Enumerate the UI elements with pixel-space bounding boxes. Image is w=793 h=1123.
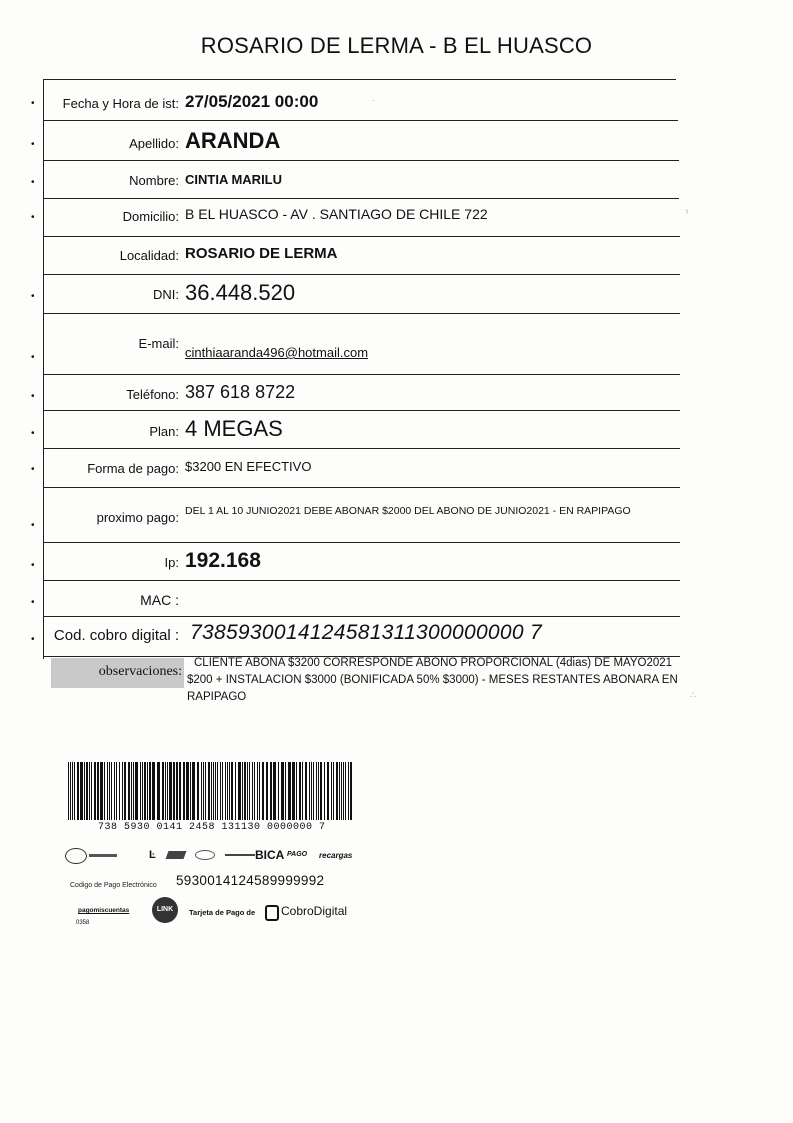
document-title: ROSARIO DE LERMA - B EL HUASCO <box>200 33 593 58</box>
barcode-bar <box>94 762 96 820</box>
barcode-bar <box>149 762 151 820</box>
row-divider <box>43 274 680 275</box>
fecha-value: 27/05/2021 00:00 <box>185 92 319 111</box>
barcode-bar <box>104 762 105 820</box>
plan-label: Plan: <box>149 424 179 439</box>
barcode-bar <box>86 762 88 820</box>
email-value[interactable]: cinthiaaranda496@hotmail.com <box>185 345 369 360</box>
barcode-bar <box>179 762 181 820</box>
barcode-bar <box>167 762 168 820</box>
barcode-bar <box>84 762 85 820</box>
logo-line-icon <box>225 854 255 856</box>
barcode-bar <box>157 762 160 820</box>
barcode-bar <box>205 762 206 820</box>
barcode-bar <box>244 762 246 820</box>
barcode-bar <box>68 762 69 820</box>
observaciones-text <box>187 655 682 706</box>
barcode-bar <box>80 762 83 820</box>
barcode-bar <box>114 762 115 820</box>
customer-form <box>43 79 681 659</box>
barcode-bar <box>133 762 134 820</box>
bullet <box>31 142 37 148</box>
row-divider <box>43 120 678 121</box>
bullet <box>31 355 37 361</box>
barcode-bar <box>217 762 218 820</box>
barcode-bar <box>107 762 108 820</box>
cobro-digital-icon <box>265 905 279 921</box>
bullet <box>31 294 37 300</box>
barcode-bar <box>252 762 253 820</box>
observaciones-line-1: CLIENTE ABONA $3200 CORRESPONDE ABONO PROPORCIONAL (4dias) DE MAYO2021 <box>194 657 673 669</box>
barcode-bar <box>135 762 138 820</box>
barcode-bar <box>247 762 248 820</box>
mac-label: MAC : <box>140 592 179 608</box>
barcode-bar <box>169 762 172 820</box>
domicilio-label: Domicilio: <box>122 209 179 224</box>
bank-logo-icon <box>65 848 87 864</box>
bullet <box>31 431 37 437</box>
barcode-bar <box>333 762 334 820</box>
barcode-bar <box>74 762 75 820</box>
barcode-bar <box>270 762 272 820</box>
barcode-bar <box>238 762 241 820</box>
barcode-bar <box>259 762 260 820</box>
barcode-bar <box>336 762 338 820</box>
email-label: E-mail: <box>138 336 179 351</box>
logo-oval-icon <box>195 850 215 860</box>
barcode-bar <box>305 762 307 820</box>
fecha-label: Fecha y Hora de ist: <box>62 96 179 111</box>
barcode-bar <box>109 762 110 820</box>
barcode-bar <box>147 762 148 820</box>
nombre-value: CINTIA MARILU <box>185 172 283 187</box>
barcode-bar <box>318 762 319 820</box>
row-divider <box>43 542 680 543</box>
codigo-pago-value: 5930014124589999992 <box>176 873 325 888</box>
row-divider <box>43 448 680 449</box>
barcode-bar <box>231 762 233 820</box>
barcode-bar <box>77 762 79 820</box>
observaciones-label: observaciones: <box>98 664 182 679</box>
bullet <box>31 215 37 221</box>
proximo-pago-label: proximo pago: <box>96 510 179 525</box>
apellido-value: ARANDA <box>185 128 281 153</box>
barcode-bar <box>222 762 223 820</box>
barcode-bar <box>190 762 191 820</box>
barcode-bar <box>311 762 312 820</box>
barcode-bar <box>162 762 164 820</box>
barcode-bar <box>70 762 71 820</box>
barcode-bar <box>192 762 195 820</box>
bullet <box>31 467 37 473</box>
barcode-bar <box>183 762 185 820</box>
payment-logos <box>65 846 365 868</box>
barcode-bar <box>341 762 342 820</box>
logo-flag-icon <box>166 851 187 859</box>
row-divider <box>43 580 680 581</box>
barcode-bar <box>281 762 284 820</box>
apellido-label: Apellido: <box>129 136 179 151</box>
barcode-bar <box>201 762 202 820</box>
codigo-pago-label: Codigo de Pago Electrónico <box>70 882 157 889</box>
bullet <box>31 523 37 529</box>
barcode-bar <box>292 762 295 820</box>
barcode-bar <box>211 762 212 820</box>
barcode-bar <box>348 762 349 820</box>
pago-facil-logo: PAGO <box>287 851 308 858</box>
code-0358: 0358 <box>76 920 90 926</box>
row-divider <box>43 410 680 411</box>
barcode-bar <box>331 762 332 820</box>
cod-cobro-value: 7385930014124581311300000000 7 <box>190 621 542 644</box>
bullet <box>31 180 37 186</box>
scan-speck: · <box>372 95 375 105</box>
telefono-value: 387 618 8722 <box>185 382 296 402</box>
barcode-bar <box>257 762 258 820</box>
barcode-bar <box>235 762 236 820</box>
barcode-bar <box>343 762 344 820</box>
barcode-bar <box>89 762 90 820</box>
bullet <box>31 394 37 400</box>
logo-stripe-icon <box>89 854 117 857</box>
nombre-label: Nombre: <box>129 173 179 188</box>
row-divider <box>43 374 680 375</box>
barcode-bar <box>309 762 310 820</box>
barcode-bar <box>288 762 291 820</box>
barcode-bar <box>324 762 325 820</box>
barcode-bar <box>327 762 329 820</box>
barcode-bar <box>97 762 99 820</box>
row-divider <box>43 487 680 488</box>
barcode-bar <box>72 762 73 820</box>
barcode-bar <box>249 762 250 820</box>
barcode-bar <box>91 762 92 820</box>
plan-value: 4 MEGAS <box>185 416 283 441</box>
barcode-bar <box>124 762 126 820</box>
barcode-bar <box>299 762 301 820</box>
barcode-bar <box>215 762 216 820</box>
barcode-bar <box>302 762 303 820</box>
barcode-bar <box>122 762 123 820</box>
logo-mark-icon: Ŀ <box>149 849 156 861</box>
ip-value: 192.168 <box>185 549 261 572</box>
row-divider <box>43 198 679 199</box>
barcode-bar <box>140 762 141 820</box>
barcode-bar <box>313 762 314 820</box>
barcode-bar <box>111 762 112 820</box>
cod-cobro-label: Cod. cobro digital : <box>53 627 179 644</box>
barcode-bar <box>285 762 286 820</box>
barcode-number: 738 5930 0141 2458 131130 0000000 7 <box>98 822 326 833</box>
row-divider <box>43 79 676 80</box>
observaciones-line-3: RAPIPAGO <box>187 691 247 703</box>
dni-value: 36.448.520 <box>185 280 296 305</box>
barcode-bar <box>131 762 132 820</box>
barcode-bar <box>142 762 143 820</box>
barcode-bar <box>197 762 199 820</box>
barcode-bar <box>345 762 346 820</box>
row-divider <box>43 616 680 617</box>
row-divider <box>43 313 680 314</box>
recargas-logo: recargas <box>319 851 353 860</box>
forma-pago-label: Forma de pago: <box>87 461 179 476</box>
payment-barcode <box>68 762 353 820</box>
bullet <box>31 563 37 569</box>
barcode-bar <box>316 762 317 820</box>
barcode-bar <box>273 762 276 820</box>
barcode-bar <box>165 762 166 820</box>
barcode-bar <box>266 762 268 820</box>
barcode-bar <box>225 762 226 820</box>
tarjeta-label: Tarjeta de Pago de <box>189 908 256 917</box>
localidad-value: ROSARIO DE LERMA <box>185 245 338 262</box>
barcode-bar <box>173 762 175 820</box>
barcode-bar <box>227 762 228 820</box>
barcode-bar <box>186 762 189 820</box>
barcode-bar <box>220 762 221 820</box>
localidad-label: Localidad: <box>119 248 179 263</box>
barcode-bar <box>128 762 130 820</box>
barcode-bar <box>229 762 230 820</box>
telefono-label: Teléfono: <box>126 387 179 402</box>
observaciones-line-2: $200 + INSTALACION $3000 (BONIFICADA 50% $3000) - MESES RESTANTES ABONARA EN <box>187 674 678 686</box>
cobro-digital-logo: CobroDigital <box>281 904 348 918</box>
forma-pago-value: $3200 EN EFECTIVO <box>185 459 312 474</box>
dni-label: DNI: <box>153 287 179 302</box>
barcode-bar <box>262 762 264 820</box>
barcode-bar <box>320 762 322 820</box>
barcode-bar <box>350 762 352 820</box>
barcode-bar <box>203 762 204 820</box>
scan-speck: ∴ <box>690 690 696 700</box>
barcode-bar <box>213 762 214 820</box>
row-divider <box>43 236 680 237</box>
barcode-bar <box>176 762 178 820</box>
bullet <box>31 637 37 643</box>
barcode-bar <box>208 762 210 820</box>
barcode-bar <box>144 762 146 820</box>
barcode-bar <box>119 762 120 820</box>
barcode-bar <box>100 762 103 820</box>
barcode-bar <box>116 762 117 820</box>
ip-label: Ip: <box>164 555 179 570</box>
bullet <box>31 600 37 606</box>
barcode-bar <box>152 762 155 820</box>
bica-logo: BICA <box>255 848 285 862</box>
bullet <box>31 101 37 107</box>
pagomiscuentas-logo: pagomiscuentas <box>78 907 130 914</box>
domicilio-value: B EL HUASCO - AV . SANTIAGO DE CHILE 722 <box>185 206 488 222</box>
barcode-bar <box>254 762 255 820</box>
proximo-pago-value: DEL 1 AL 10 JUNIO2021 DEBE ABONAR $2000 DEL ABONO DE JUNIO2021 - EN RAPIPAGO <box>185 505 631 517</box>
scan-speck: ˀ <box>685 208 689 218</box>
barcode-bar <box>296 762 297 820</box>
barcode-bar <box>278 762 279 820</box>
row-divider <box>43 160 679 161</box>
barcode-bar <box>242 762 243 820</box>
barcode-bar <box>339 762 340 820</box>
link-logo: LINK <box>152 897 178 923</box>
